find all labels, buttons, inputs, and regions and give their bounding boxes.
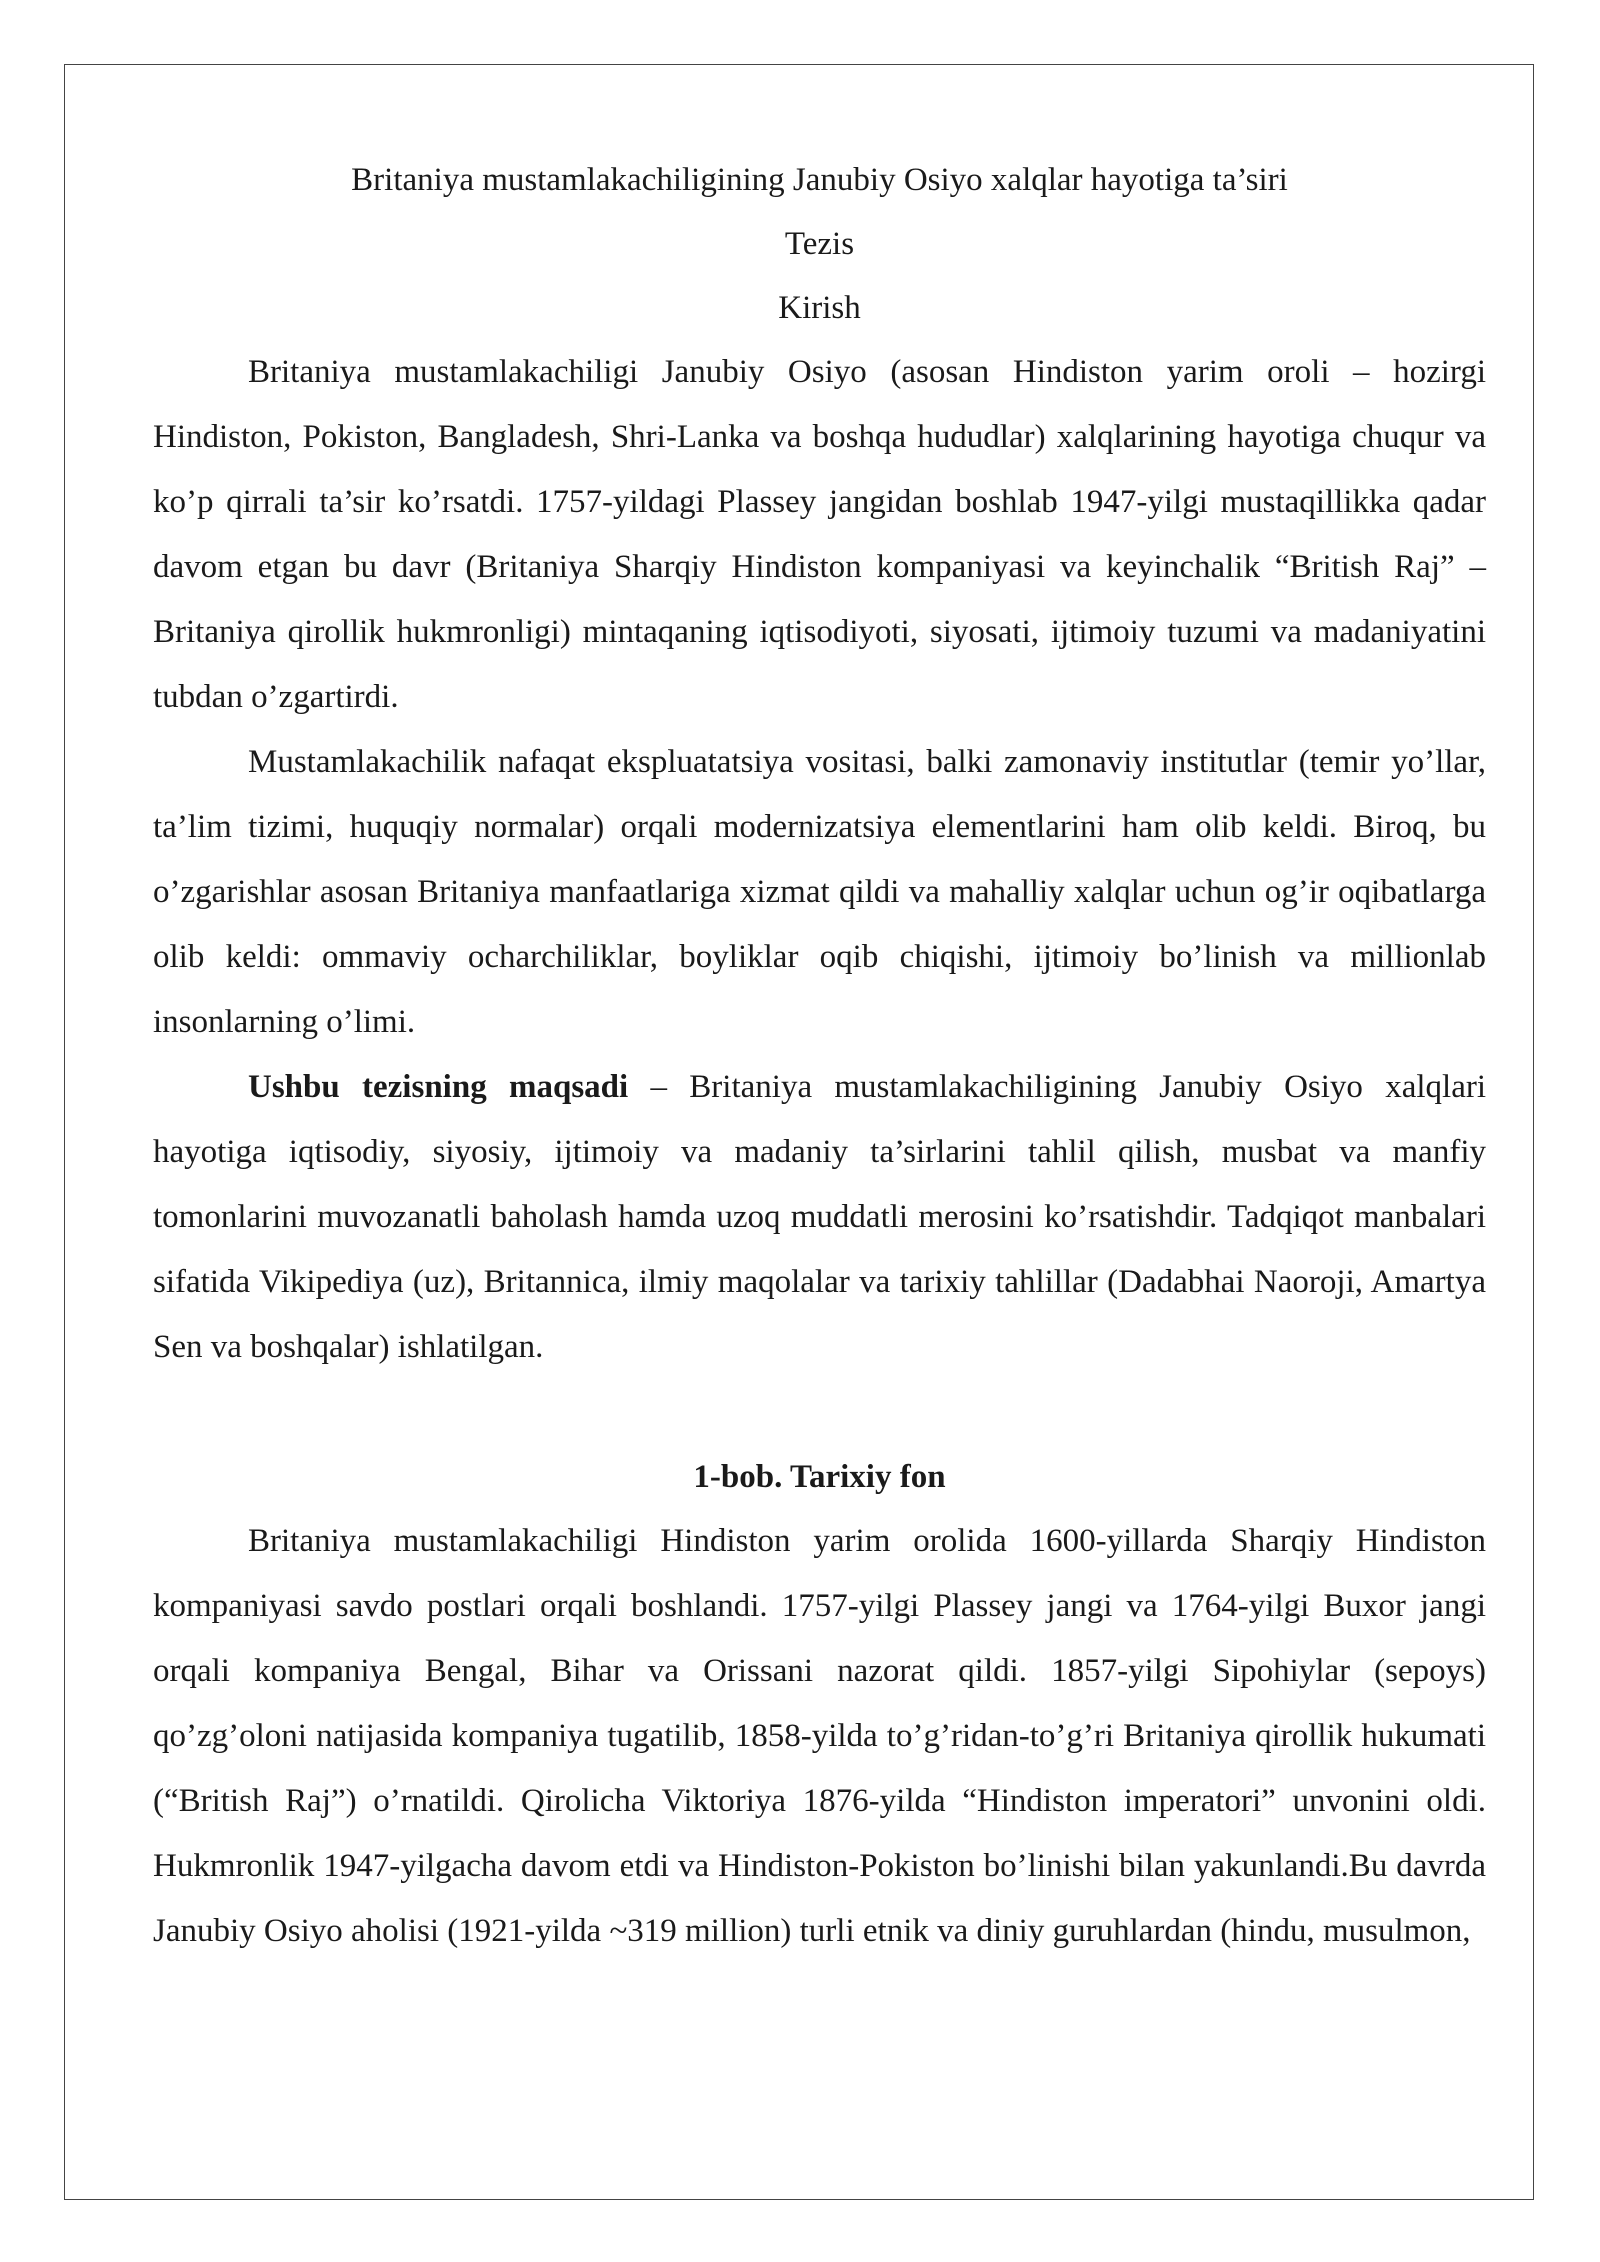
intro-heading: Kirish xyxy=(778,290,861,326)
document-body xyxy=(153,148,1486,1964)
chapter-1-paragraph: Britaniya mustamlakachiligi Hindiston yarim orolida 1600-yillarda Sharqiy Hindiston kompaniyasi savdo postlari orqali boshlandi. 1757-yilgi Plassey jangi va 1764-yilgi Buxor jangi orqali kompaniya Bengal, Bihar va Orissani nazorat qildi. 1857-yilgi Sipohiylar (sepoys) qo’zg’oloni natijasida kompaniya tugatilib, 1858-yilda to’g’ridan-to’g’ri Britaniya qirollik hukumati (“British Raj”) o’rnatildi. Qirolicha Viktoriya 1876-yilda “Hindiston imperatori” unvonini oldi. Hukmronlik 1947-yilgacha davom etdi va Hindiston-Pokiston bo’linishi bilan yakunlandi.Bu davrda Janubiy Osiyo aholisi (1921-yilda ~319 million) turli etnik va diniy guruhlardan (hindu, musulmon, xyxy=(153,1523,1486,1949)
aim-paragraph xyxy=(153,1055,1486,1380)
intro-paragraph-1: Britaniya mustamlakachiligi Janubiy Osiyo (asosan Hindiston yarim oroli – hozirgi Hindiston, Pokiston, Bangladesh, Shri-Lanka va boshqa hududlar) xalqlarining hayotiga chuqur va ko’p qirrali ta’sir ko’rsatdi. 1757-yildagi Plassey jangidan boshlab 1947-yilgi mustaqillikka qadar davom etgan bu davr (Britaniya Sharqiy Hindiston kompaniyasi va keyinchalik “British Raj” – Britaniya qirollik hukmronligi) mintaqaning iqtisodiyoti, siyosati, ijtimoiy tuzumi va madaniyatini tubdan o’zgartirdi. xyxy=(153,354,1486,715)
chapter-1-heading: 1-bob. Tarixiy fon xyxy=(693,1459,946,1495)
intro-paragraph-2: Mustamlakachilik nafaqat ekspluatatsiya vositasi, balki zamonaviy institutlar (temir yo’llar, ta’lim tizimi, huquqiy normalar) orqali modernizatsiya elementlarini ham olib keldi. Biroq, bu o’zgarishlar asosan Britaniya manfaatlariga xizmat qildi va mahalliy xalqlar uchun og’ir oqibatlarga olib keldi: ommaviy ocharchiliklar, boyliklar oqib chiqishi, ijtimoiy bo’linish va millionlab insonlarning o’limi. xyxy=(153,744,1486,1040)
document-subtitle: Tezis xyxy=(784,226,855,262)
aim-label: Ushbu tezisning maqsadi xyxy=(248,1069,629,1105)
aim-text: – Britaniya mustamlakachiligining Janubiy Osiyo xalqlari hayotiga iqtisodiy, siyosiy, ijtimoiy va madaniy ta’sirlarini tahlil qilish, musbat va manfiy tomonlarini muvozanatli baholash hamda uzoq muddatli merosini ko’rsatishdir. Tadqiqot manbalari sifatida Vikipediya (uz), Britannica, ilmiy maqolalar va tarixiy tahlillar (Dadabhai Naoroji, Amartya Sen va boshqalar) ishlatilgan. xyxy=(153,1069,1486,1365)
section-spacer xyxy=(153,1380,1486,1445)
document-title: Britaniya mustamlakachiligining Janubiy Osiyo xalqlar hayotiga ta’siri xyxy=(351,162,1288,198)
